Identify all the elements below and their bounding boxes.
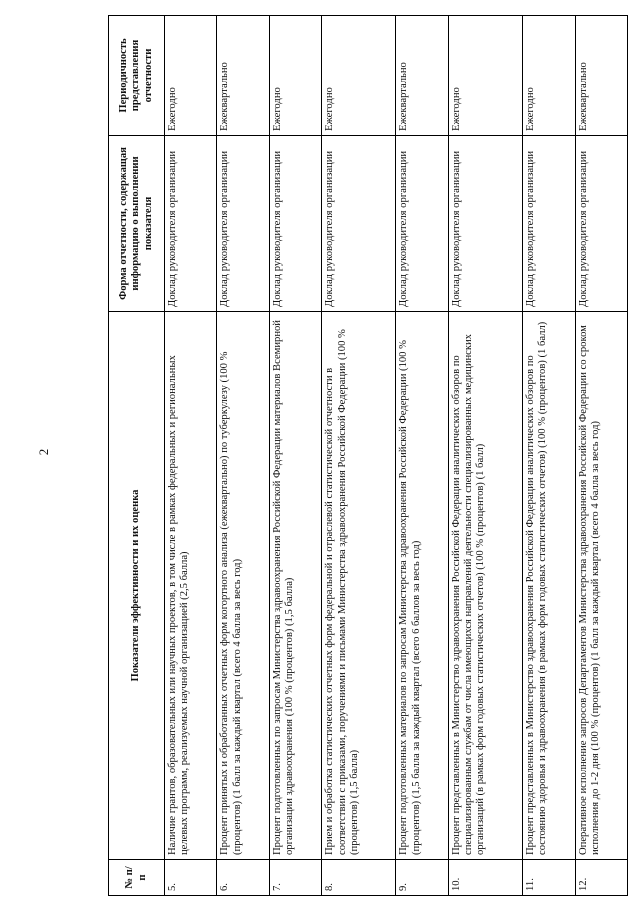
table-row xyxy=(575,16,627,896)
row-indicator: Процент принятых и обработанных отчетных форм когортного анализа (ежеквартально) по туберкулезу (100 % (процентов) (1 балл за каждый квартал (всего 4 балла за весь год) xyxy=(217,312,269,860)
row-num: 9. xyxy=(396,860,448,896)
row-periodicity: Ежегодно xyxy=(523,16,575,136)
row-periodicity: Ежегодно xyxy=(269,16,321,136)
row-form: Доклад руководителя организации xyxy=(217,136,269,312)
row-num: 5. xyxy=(165,860,217,896)
row-indicator: Процент подготовленных по запросам Министерства здравоохранения Российской Федерации материалов Всемирной организации здравоохранения (100 % (процентов) (1,5 балла) xyxy=(269,312,321,860)
row-form: Доклад руководителя организации xyxy=(448,136,522,312)
row-indicator: Процент представленных в Министерство здравоохранения Российской Федерации аналитических обзоров по специализированным службам от числа имеющихся направлений деятельности специализированных медицинских организаций (в рамках форм годовых статистических отчетов) (100 % (процентов) (1 балл) xyxy=(448,312,522,860)
row-form: Доклад руководителя организации xyxy=(575,136,627,312)
header-periodicity: Периодичность представления отчетности xyxy=(109,16,165,136)
table-row xyxy=(448,16,522,896)
row-indicator: Процент представленных в Министерство здравоохранения Российской Федерации аналитических обзоров по состоянию здоровья и здравоохранения (в рамках форм годовых статистических отчетов) (100 % (процентов) (1 балл) xyxy=(523,312,575,860)
row-form: Доклад руководителя организации xyxy=(165,136,217,312)
row-num: 8. xyxy=(322,860,396,896)
row-periodicity: Ежегодно xyxy=(322,16,396,136)
table-header-row xyxy=(109,16,165,896)
row-indicator: Оперативное исполнение запросов Департаментов Министерства здравоохранения Российской Федерации со сроком исполнения до 1-2 дня (100 % (процентов) (1 балл за каждый квартал (всего 4 балла за весь год) xyxy=(575,312,627,860)
table-row xyxy=(217,16,269,896)
row-periodicity: Ежегодно xyxy=(165,16,217,136)
table-row xyxy=(269,16,321,896)
row-form: Доклад руководителя организации xyxy=(396,136,448,312)
row-form: Доклад руководителя организации xyxy=(322,136,396,312)
row-num: 11. xyxy=(523,860,575,896)
indicators-table xyxy=(108,15,628,896)
row-num: 12. xyxy=(575,860,627,896)
row-indicator: Прием и обработка статистических отчетных форм федеральной и отраслевой статистической отчетности в соответствии с приказами, поручениями и письмами Министерства здравоохранения Российской Федерации (100 % (процентов) (1,5 балла) xyxy=(322,312,396,860)
row-form: Доклад руководителя организации xyxy=(269,136,321,312)
indicators-table-container xyxy=(108,16,628,896)
row-num: 7. xyxy=(269,860,321,896)
row-form: Доклад руководителя организации xyxy=(523,136,575,312)
table-row xyxy=(523,16,575,896)
table-row xyxy=(396,16,448,896)
row-indicator: Наличие грантов, образовательных или научных проектов, в том числе в рамках федеральных и региональных целевых программ, реализуемых научной организацией (2,5 балла) xyxy=(165,312,217,860)
table-row xyxy=(165,16,217,896)
row-periodicity: Ежеквартально xyxy=(396,16,448,136)
row-num: 10. xyxy=(448,860,522,896)
row-num: 6. xyxy=(217,860,269,896)
rotated-table-frame xyxy=(108,16,628,896)
row-periodicity: Ежеквартально xyxy=(217,16,269,136)
row-periodicity: Ежеквартально xyxy=(575,16,627,136)
row-indicator: Процент подготовленных материалов по запросам Министерства здравоохранения Российской Федерации (100 % (процентов) (1,5 балла за каждый квартал (всего 6 баллов за весь год) xyxy=(396,312,448,860)
row-periodicity: Ежегодно xyxy=(448,16,522,136)
table-row xyxy=(322,16,396,896)
header-indicator: Показатели эффективности и их оценка xyxy=(109,312,165,860)
header-num: № п/п xyxy=(109,860,165,896)
header-form: Форма отчетности, содержащая информацию о выполнении показателя xyxy=(109,136,165,312)
page-number: 2 xyxy=(36,448,51,456)
